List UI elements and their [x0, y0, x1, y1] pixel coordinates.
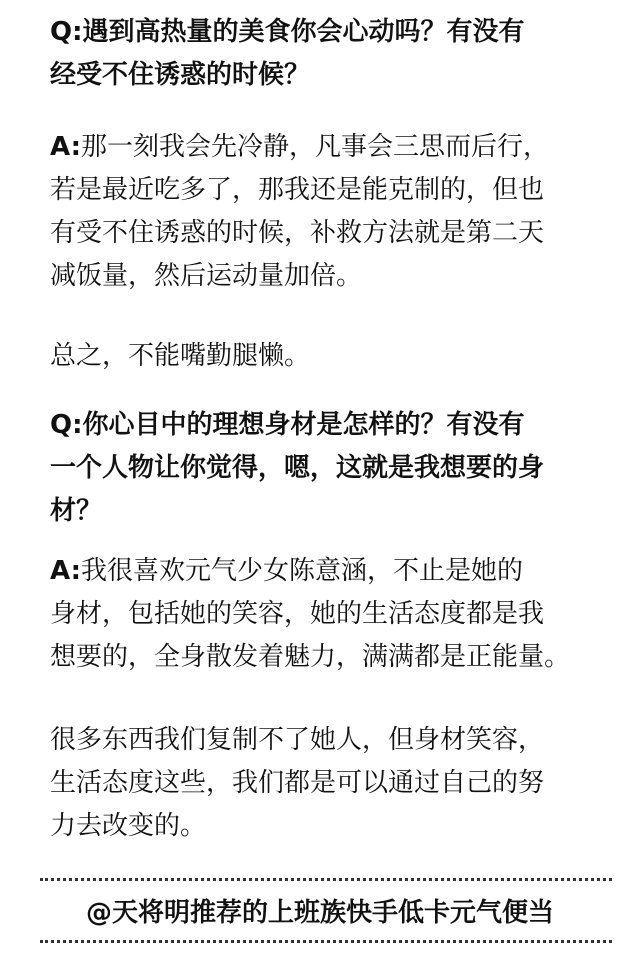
- question-2: [50, 404, 630, 533]
- top-dotted-divider: [40, 878, 612, 881]
- paragraph-conclusion-line-2: 生活态度这些，我们都是可以通过自己的努: [50, 768, 545, 798]
- paragraph-conclusion-line-1: 很多东西我们复制不了她人，但身材笑容，: [50, 725, 545, 755]
- paragraph-summary-text: 总之，不能嘴勤腿懒。: [50, 341, 311, 371]
- answer-2: [50, 550, 630, 679]
- answer-2-line-1: A:我很喜欢元气少女陈意涵，不止是她的: [50, 556, 524, 586]
- question-1-line-1: Q:遇到高热量的美食你会心动吗？有没有: [50, 17, 525, 47]
- paragraph-summary: [50, 335, 630, 378]
- question-2-line-2: 一个人物让你觉得，嗯，这就是我想要的身: [50, 453, 545, 483]
- answer-1-line-3: 有受不住诱惑的时候，补救方法就是第二天: [50, 218, 545, 248]
- answer-1-line-4: 减饭量，然后运动量加倍。: [50, 261, 363, 291]
- question-2-line-3: 材？: [50, 496, 103, 526]
- answer-2-line-2: 身材，包括她的笑容，她的生活态度都是我: [50, 599, 545, 629]
- answer-2-line-3: 想要的，全身散发着魅力，满满都是正能量。: [50, 642, 571, 672]
- answer-1: [50, 126, 630, 298]
- answer-2-prefix: A:: [50, 556, 82, 586]
- paragraph-conclusion-line-3: 力去改变的。: [50, 811, 207, 841]
- answer-1-line-2: 若是最近吃多了，那我还是能克制的，但也: [50, 175, 545, 205]
- question-2-line-1: Q:你心目中的理想身材是怎样的？有没有: [50, 410, 525, 440]
- question-2-prefix: Q:: [50, 410, 83, 440]
- question-1-prefix: Q:: [50, 17, 83, 47]
- paragraph-conclusion: [50, 719, 630, 848]
- question-1-line-2: 经受不住诱惑的时候？: [50, 60, 311, 90]
- answer-1-line-1: A:那一刻我会先冷静，凡事会三思而后行，: [50, 132, 550, 162]
- bottom-dotted-divider: [40, 940, 612, 943]
- question-1: [50, 11, 630, 97]
- answer-1-prefix: A:: [50, 132, 82, 162]
- recommendation-footer: @天将明推荐的上班族快手低卡元气便当: [85, 898, 554, 928]
